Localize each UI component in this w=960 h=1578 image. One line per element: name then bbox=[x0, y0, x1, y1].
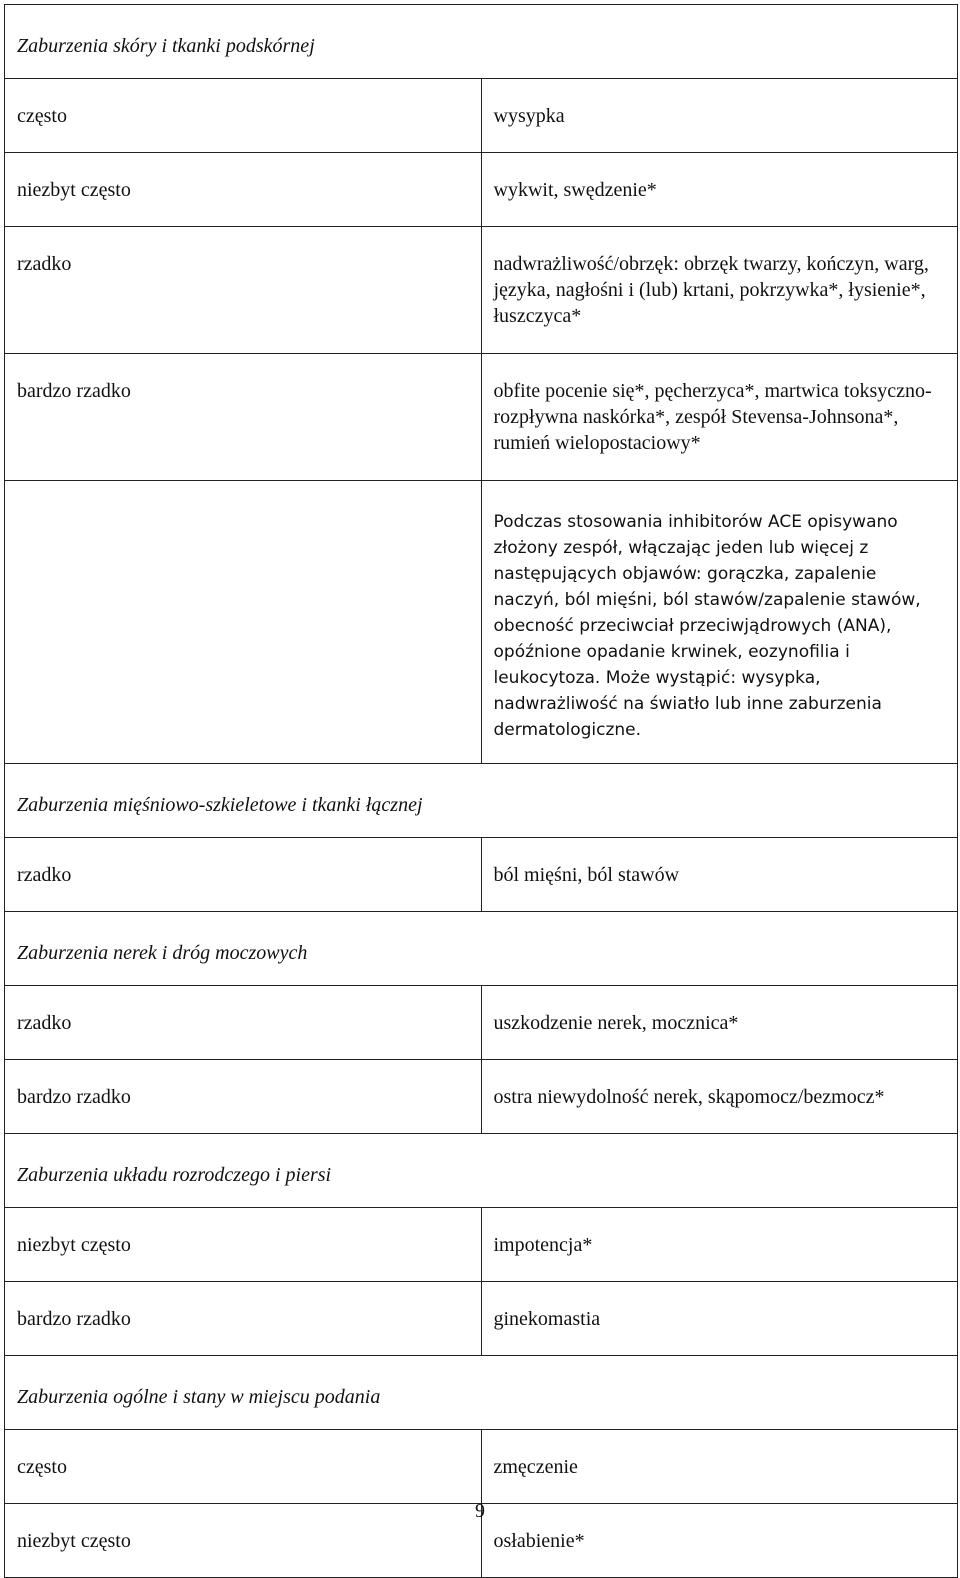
section-header-row bbox=[5, 5, 958, 79]
table-row bbox=[5, 354, 958, 481]
description-cell: impotencja* bbox=[481, 1208, 958, 1282]
description-cell: osłabienie* bbox=[481, 1504, 958, 1578]
section-header-row bbox=[5, 912, 958, 986]
table-row bbox=[5, 838, 958, 912]
frequency-cell: niezbyt często bbox=[5, 153, 482, 227]
table-row bbox=[5, 227, 958, 354]
frequency-cell: rzadko bbox=[5, 986, 482, 1060]
description-cell: ginekomastia bbox=[481, 1282, 958, 1356]
section-title: Zaburzenia mięśniowo-szkieletowe i tkanki łącznej bbox=[5, 764, 958, 838]
description-cell: uszkodzenie nerek, mocznica* bbox=[481, 986, 958, 1060]
section-title: Zaburzenia nerek i dróg moczowych bbox=[5, 912, 958, 986]
note-text: Podczas stosowania inhibitorów ACE opisywano złożony zespół, włączając jeden lub więcej z następujących objawów: gorączka, zapalenie naczyń, ból mięśni, ból stawów/zapalenie stawów, obecność przeciwciał przeciwjądrowych (ANA), opóźnione opadanie krwinek, eozynofilia i leukocytoza. Może wystąpić: wysypka, nadwrażliwość na światło lub inne zaburzenia dermatologiczne. bbox=[481, 481, 958, 764]
frequency-cell: rzadko bbox=[5, 838, 482, 912]
empty-cell bbox=[5, 481, 482, 764]
frequency-cell: bardzo rzadko bbox=[5, 354, 482, 481]
table-row bbox=[5, 1430, 958, 1504]
table-row bbox=[5, 986, 958, 1060]
frequency-cell: często bbox=[5, 79, 482, 153]
description-cell: ból mięśni, ból stawów bbox=[481, 838, 958, 912]
table-row bbox=[5, 79, 958, 153]
description-cell: nadwrażliwość/obrzęk: obrzęk twarzy, kończyn, warg, języka, nagłośni i (lub) krtani, pokrzywka*, łysienie*, łuszczyca* bbox=[481, 227, 958, 354]
frequency-cell: rzadko bbox=[5, 227, 482, 354]
table-row bbox=[5, 1282, 958, 1356]
section-header-row bbox=[5, 764, 958, 838]
adverse-effects-table bbox=[4, 4, 958, 1578]
frequency-cell: niezbyt często bbox=[5, 1504, 482, 1578]
table-row bbox=[5, 153, 958, 227]
note-row bbox=[5, 481, 958, 764]
section-title: Zaburzenia ogólne i stany w miejscu podania bbox=[5, 1356, 958, 1430]
table-row bbox=[5, 1060, 958, 1134]
frequency-cell: bardzo rzadko bbox=[5, 1282, 482, 1356]
section-title: Zaburzenia skóry i tkanki podskórnej bbox=[5, 5, 958, 79]
description-cell: wykwit, swędzenie* bbox=[481, 153, 958, 227]
section-header-row bbox=[5, 1134, 958, 1208]
description-cell: obfite pocenie się*, pęcherzyca*, martwica toksyczno-rozpływna naskórka*, zespół Stevensa-Johnsona*, rumień wielopostaciowy* bbox=[481, 354, 958, 481]
description-cell: ostra niewydolność nerek, skąpomocz/bezmocz* bbox=[481, 1060, 958, 1134]
frequency-cell: często bbox=[5, 1430, 482, 1504]
section-title: Zaburzenia układu rozrodczego i piersi bbox=[5, 1134, 958, 1208]
description-cell: zmęczenie bbox=[481, 1430, 958, 1504]
description-cell: wysypka bbox=[481, 79, 958, 153]
section-header-row bbox=[5, 1356, 958, 1430]
page-number: 9 bbox=[475, 1500, 485, 1522]
frequency-cell: niezbyt często bbox=[5, 1208, 482, 1282]
table-row bbox=[5, 1208, 958, 1282]
frequency-cell: bardzo rzadko bbox=[5, 1060, 482, 1134]
